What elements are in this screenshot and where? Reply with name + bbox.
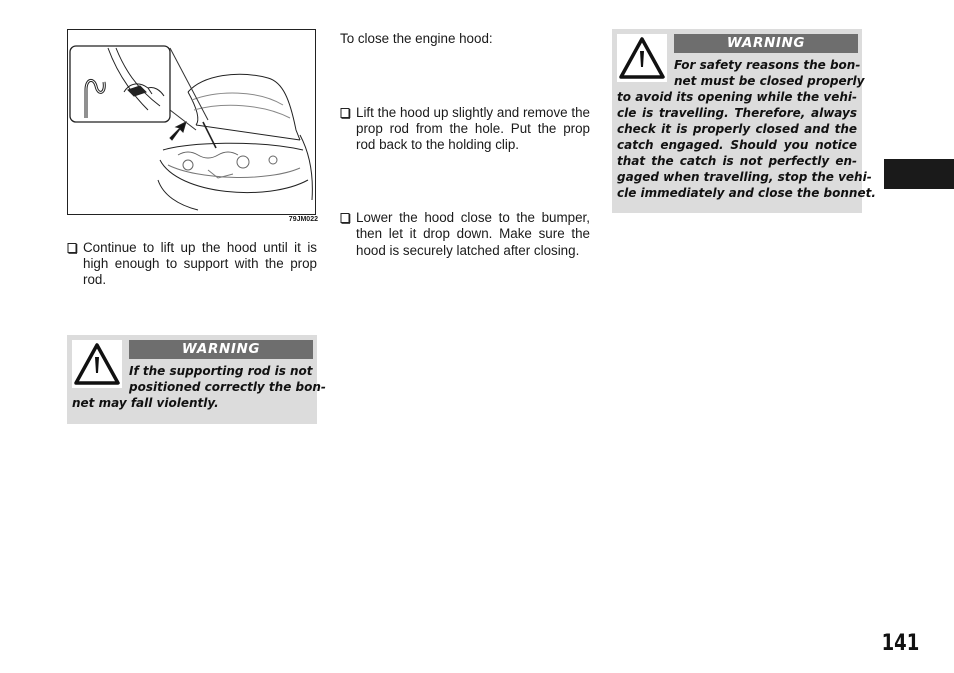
page-number: 141 xyxy=(881,631,920,656)
warning-line: catch engaged. Should you notice xyxy=(617,138,857,152)
warning-text-indented xyxy=(129,363,326,395)
figure-code: 79JM022 xyxy=(288,216,318,223)
warning-line: cle immediately and close the bonnet. xyxy=(617,186,876,200)
warning-line: to avoid its opening while the vehi- xyxy=(617,90,857,104)
warning-line: cle is travelling. Therefore, always xyxy=(617,106,857,120)
section-tab-marker xyxy=(884,159,954,189)
checkbox-bullet-icon xyxy=(340,105,351,121)
warning-text-indented xyxy=(674,57,865,89)
warning-line: positioned correctly the bon- xyxy=(129,380,326,394)
hood-prop-figure xyxy=(67,29,316,215)
warning-triangle-icon xyxy=(617,34,667,82)
bullet-text: Lift the hood up slightly and remove the prop rod from the hole. Put the prop rod back to the holding clip. xyxy=(356,104,590,153)
warning-box xyxy=(612,29,876,213)
bullet-text: Lower the hood close to the bumper, then let it drop down. Make sure the hood is securely latched after closing. xyxy=(356,210,590,258)
warning-line: check it is properly closed and the xyxy=(617,122,857,136)
car-hood-illustration xyxy=(68,30,315,214)
warning-line: If the supporting rod is not xyxy=(129,364,313,378)
checkbox-bullet-icon xyxy=(67,240,78,256)
warning-heading: WARNING xyxy=(129,340,313,359)
section-intro: To close the engine hood: xyxy=(340,31,493,46)
warning-line: For safety reasons the bon- xyxy=(674,58,861,72)
warning-line: net may fall violently. xyxy=(72,396,219,410)
list-item xyxy=(340,210,590,259)
warning-triangle-icon xyxy=(72,340,122,388)
warning-line: net must be closed properly xyxy=(674,74,865,88)
bullet-text: Continue to lift up the hood until it is high enough to support with the prop rod. xyxy=(83,240,317,288)
warning-heading: WARNING xyxy=(674,34,858,53)
list-item xyxy=(340,105,590,154)
warning-box xyxy=(67,335,326,424)
warning-text-full xyxy=(72,395,312,411)
warning-text-full xyxy=(617,89,876,201)
list-item xyxy=(67,240,317,289)
warning-line: gaged when travelling, stop the vehi- xyxy=(617,170,872,184)
warning-line: that the catch is not perfectly en- xyxy=(617,154,857,168)
checkbox-bullet-icon xyxy=(340,210,351,226)
